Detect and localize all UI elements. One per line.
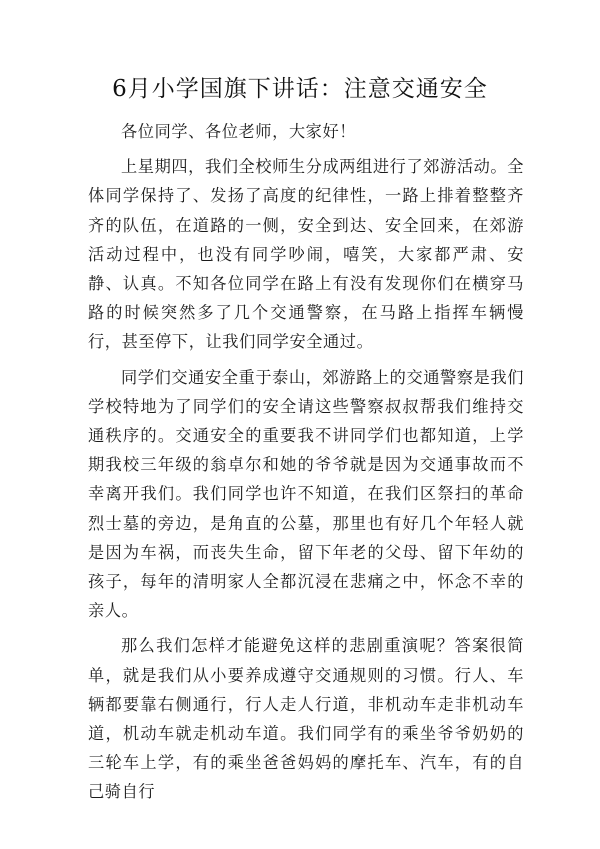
document-body [88,117,524,813]
paragraph-greeting: 各位同学、各位老师，大家好！ [121,122,357,141]
paragraph-outing: 上星期四，我们全校师生分成两组进行了郊游活动。全体同学保持了、发扬了高度的纪律性，一路上排着整整齐齐的队伍，在道路的一侧，安全到达、安全回来，在郊游活动过程中，也没有同学吵闹，嘻笑，大家都严肃、安静、认真。不知各位同学在路上有没有发现你们在横穿马路的时候突然多了几个交通警察，在马路上指挥车辆慢行，甚至停下，让我们同学安全通过。 [88,157,524,352]
document-title: 6月小学国旗下讲话：注意交通安全 [112,76,488,102]
paragraph-rules: 那么我们怎样才能避免这样的悲剧重演呢？答案很简单，就是我们从小要养成遵守交通规则的习惯。行人、车辆都要靠右侧通行，行人走人行道，非机动车走非机动车道，机动车就走机动车道。我们同学有的乘坐爷爷奶奶的三轮车上学，有的乘坐爸爸妈妈的摩托车、汽车，有的自己骑自行 [88,636,524,802]
paragraph-importance: 同学们交通安全重于泰山，郊游路上的交通警察是我们学校特地为了同学们的安全请这些警察叔叔帮我们维持交通秩序的。交通安全的重要我不讲同学们也都知道，上学期我校三年级的翁卓尔和她的爷爷就是因为交通事故而不幸离开我们。我们同学也许不知道，在我们区祭扫的革命烈士墓的旁边，是角直的公墓，那里也有好几个年轻人就是因为车祸，而丧失生命，留下年老的父母、留下年幼的孩子，每年的清明家人全都沉浸在悲痛之中，怀念不幸的亲人。 [88,367,524,621]
